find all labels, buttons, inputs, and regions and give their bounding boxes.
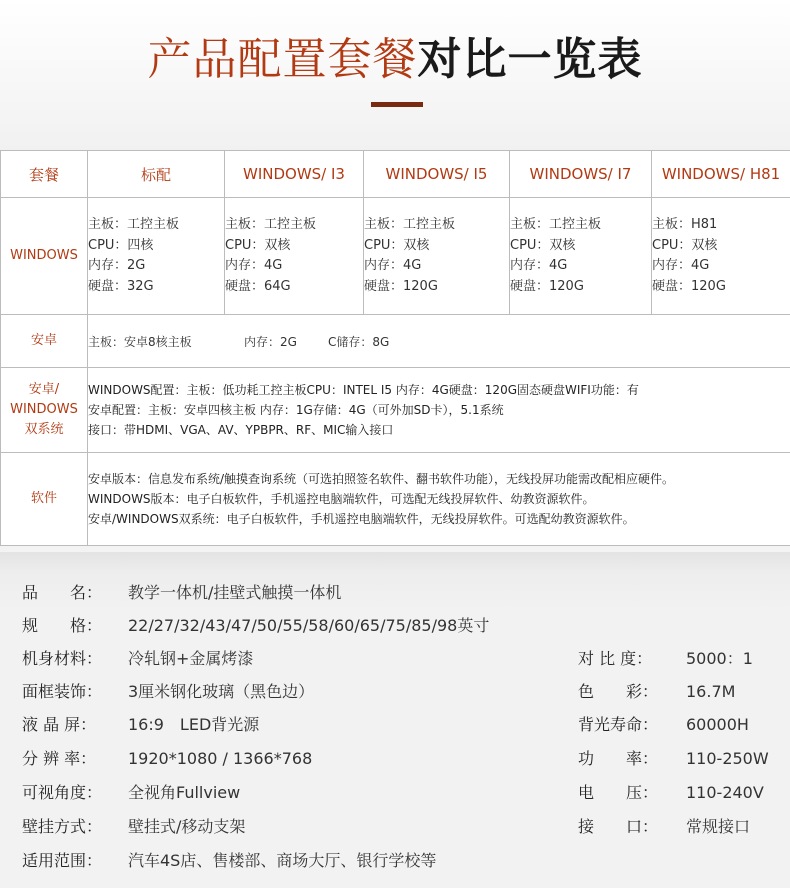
spec-cell-h81 <box>652 198 790 315</box>
spec-value: 壁挂式/移动支架 <box>128 817 246 836</box>
spec-label: 功 率： <box>578 749 659 768</box>
spec-line: 主板：工控主板 <box>364 217 456 232</box>
spec-value: 全视角Fullview <box>128 783 241 802</box>
spec-cell-i3 <box>225 198 364 315</box>
spec-line: 内存：4G <box>225 258 283 273</box>
row-label-software: 软件 <box>1 453 88 546</box>
spec-line: 硬盘：120G <box>510 278 584 294</box>
spec-line: 内存：4G <box>510 258 568 273</box>
table-row-android <box>1 315 790 368</box>
title-underline <box>371 102 423 107</box>
table-row-windows <box>1 198 790 315</box>
spec-line: 主板：H81 <box>652 217 718 232</box>
spec-row-size <box>22 615 489 637</box>
spec-label: 对 比 度： <box>578 649 653 668</box>
dual-windows-config: WINDOWS配置：主板：低功耗工控主板CPU：INTEL I5 内存：4G硬盘：120G固态硬盘WIFI功能：有 <box>88 383 639 397</box>
spec-line: 主板：工控主板 <box>510 217 602 232</box>
dual-android-config: 安卓配置：主板：安卓四核主板 内存：1G存储：4G（可外加SD卡），5.1系统 <box>88 403 504 417</box>
row-label-dual-system <box>1 368 88 453</box>
page-title <box>0 34 790 86</box>
col-header-i7: WINDOWS/ I7 <box>510 151 652 198</box>
android-storage: C储存：8G <box>328 334 390 349</box>
col-header-i5: WINDOWS/ I5 <box>364 151 510 198</box>
spec-line: 硬盘：32G <box>88 278 154 294</box>
spec-line: CPU：双核 <box>225 237 291 253</box>
spec-cell-standard <box>88 198 225 315</box>
spec-value: 冷轧钢+金属烤漆 <box>128 649 254 668</box>
spec-row-color <box>578 681 735 703</box>
dual-interfaces: 接口：带HDMI、VGA、AV、YPBPR、RF、MIC输入接口 <box>88 423 394 437</box>
spec-row-frame <box>22 681 314 703</box>
dual-system-spec-cell <box>88 368 790 453</box>
software-dual: 安卓/WINDOWS双系统：电子白板软件，手机遥控电脑端软件，无线投屏软件。可选配幼教资源软件。 <box>88 512 635 526</box>
spec-line: 内存：4G <box>652 258 710 273</box>
spec-label: 适用范围： <box>22 851 103 870</box>
spec-label: 品 名： <box>22 583 103 602</box>
spec-value: 汽车4S店、售楼部、商场大厅、银行学校等 <box>128 851 437 870</box>
spec-value: 常规接口 <box>686 817 751 836</box>
table-header-row <box>1 151 790 198</box>
spec-label: 机身材料： <box>22 649 103 668</box>
spec-line: 硬盘：120G <box>652 278 726 294</box>
spec-value: 110-250W <box>686 749 769 768</box>
spec-value: 110-240V <box>686 783 764 802</box>
col-header-h81: WINDOWS/ H81 <box>652 151 790 198</box>
spec-value: 教学一体机/挂壁式触摸一体机 <box>128 583 342 602</box>
title-part-2: 对比一览表 <box>417 34 643 85</box>
title-part-1: 产品配置套餐 <box>147 34 418 85</box>
software-spec-cell <box>88 453 790 546</box>
spec-row-contrast <box>578 648 753 670</box>
spec-row-name <box>22 582 341 604</box>
spec-label: 壁挂方式： <box>22 817 103 836</box>
spec-label: 面框装饰： <box>22 682 103 701</box>
product-specs <box>0 552 790 888</box>
spec-row-viewing-angle <box>22 782 240 804</box>
spec-row-voltage <box>578 782 764 804</box>
col-header-i3: WINDOWS/ I3 <box>225 151 364 198</box>
spec-line: 硬盘：64G <box>225 278 291 294</box>
spec-value: 60000H <box>686 715 749 734</box>
row-label-android: 安卓 <box>1 315 88 368</box>
spec-row-interface <box>578 816 750 838</box>
spec-line: 主板：工控主板 <box>88 217 180 232</box>
spec-cell-i5 <box>364 198 510 315</box>
spec-line: 内存：2G <box>88 258 146 273</box>
label-line: 安卓/ <box>28 382 60 397</box>
spec-value: 1920*1080 / 1366*768 <box>128 749 313 768</box>
label-line: 双系统 <box>24 422 64 437</box>
spec-line: 主板：工控主板 <box>225 217 317 232</box>
comparison-table <box>0 150 790 546</box>
spec-value: 3厘米钢化玻璃（黑色边） <box>128 682 315 701</box>
col-header-standard: 标配 <box>88 151 225 198</box>
spec-label: 电 压： <box>578 783 659 802</box>
software-windows: WINDOWS版本：电子白板软件，手机遥控电脑端软件，可选配无线投屏软件、幼教资源软件。 <box>88 492 595 506</box>
spec-label: 背光寿命： <box>578 715 659 734</box>
col-header-package: 套餐 <box>1 151 88 198</box>
table-row-software <box>1 453 790 546</box>
spec-row-lcd <box>22 714 259 736</box>
spec-label: 规 格： <box>22 616 103 635</box>
spec-label: 分 辨 率： <box>22 749 97 768</box>
spec-label: 可视角度： <box>22 783 103 802</box>
android-memory: 内存：2G <box>244 334 297 349</box>
spec-value: 16:9 LED背光源 <box>128 715 260 734</box>
spec-line: CPU：双核 <box>510 237 576 253</box>
spec-value: 16.7M <box>686 682 736 701</box>
spec-line: CPU：双核 <box>652 237 718 253</box>
spec-value: 22/27/32/43/47/50/55/58/60/65/75/85/98英寸 <box>128 616 490 635</box>
software-android: 安卓版本：信息发布系统/触摸查询系统（可选拍照签名软件、翻书软件功能），无线投屏功能需改配相应硬件。 <box>88 472 675 486</box>
label-line: WINDOWS <box>10 402 78 417</box>
spec-line: CPU：四核 <box>88 237 154 253</box>
header <box>0 0 790 150</box>
spec-cell-i7 <box>510 198 652 315</box>
spec-line: CPU：双核 <box>364 237 430 253</box>
spec-row-mounting <box>22 816 245 838</box>
spec-line: 内存：4G <box>364 258 422 273</box>
spec-row-power <box>578 748 769 770</box>
spec-label: 色 彩： <box>578 682 659 701</box>
spec-row-backlight-life <box>578 714 749 736</box>
spec-line: 硬盘：120G <box>364 278 438 294</box>
spec-label: 液 晶 屏： <box>22 715 97 734</box>
spec-row-resolution <box>22 748 312 770</box>
spec-label: 接 口： <box>578 817 659 836</box>
spec-row-body-material <box>22 648 253 670</box>
spec-row-application <box>22 850 436 872</box>
row-label-windows: WINDOWS <box>1 198 88 315</box>
android-spec-cell <box>88 315 790 368</box>
spec-value: 5000：1 <box>686 649 753 668</box>
table-row-dual-system <box>1 368 790 453</box>
android-board: 主板：安卓8核主板 <box>88 334 192 349</box>
